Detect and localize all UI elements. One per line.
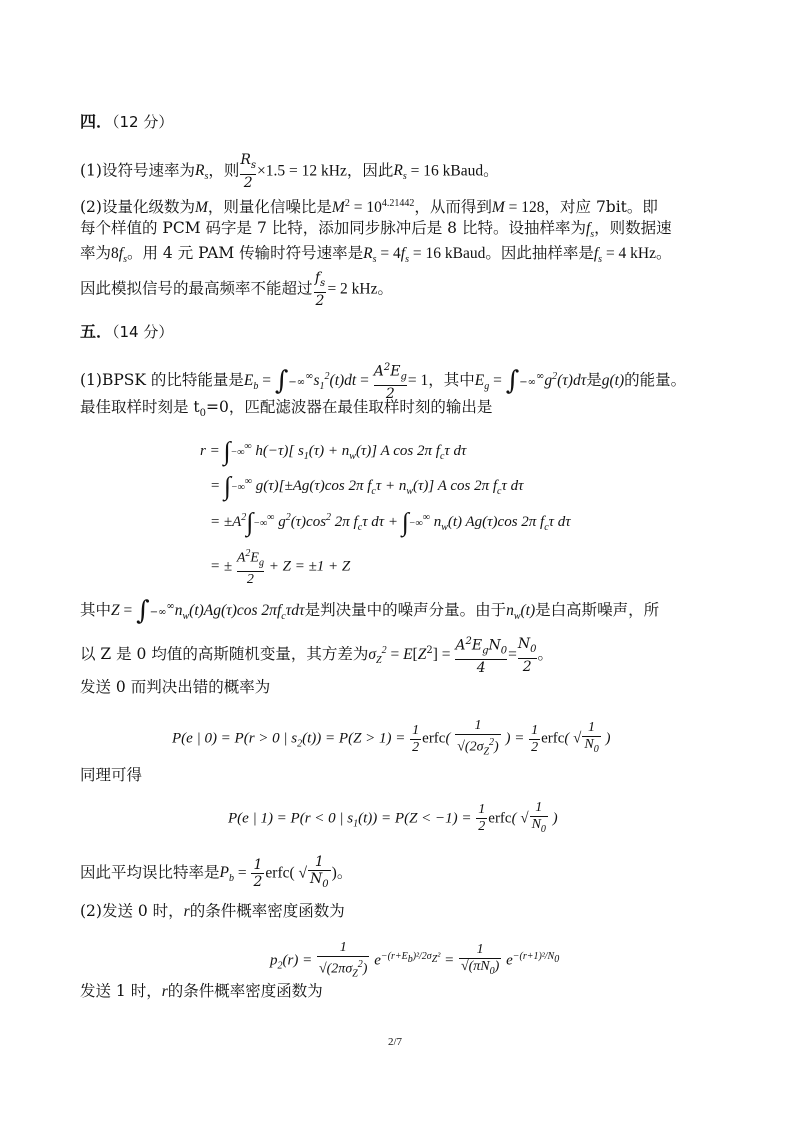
eq-r-line-1: r = ∫−∞∞ h(−τ)[ $s_1(\tau) + n_w(\tau)$] A cos 2π $f_c\tau$ dτ	[200, 436, 467, 466]
s4-para-2-line-1: (2)设量化级数为M，则量化信噪比是$M^2 = 10^{4.21442}$，从而得到M = 128，对应 7bit。即	[80, 198, 658, 217]
s5-same: 同理可得	[80, 766, 143, 784]
s5-avg-ber: 因此平均误比特率是$P_b$ = $\frac{1}{2}$ erfc( √ $\frac{1}{N_0}$ )。	[80, 854, 352, 893]
section-4-title: 四．	[80, 112, 113, 131]
s5-part-2: (2)发送 0 时，r的条件概率密度函数为	[80, 902, 345, 920]
section-5-points: （14 分）	[112, 323, 174, 341]
eq-r-line-2: = ∫−∞∞ g(τ)[±Ag(τ)cos 2π $f_c\tau + n_w(\tau)$] A cos 2π $f_c\tau$ dτ	[210, 471, 524, 501]
s4-para-1: (1)设符号速率为$R_s$，则 $\frac{R_s}{2}$ ×1.5 = 12 kHz，因此$R_s = 16$ kBaud。	[80, 152, 499, 191]
eq-r-line-3: = $\pm A^2\int-\infty^\infty$ $g^2(\tau)\cos^2$ 2π $f_c\tau$ dτ + ∫−∞∞ $n_w(t)$ Ag(τ)cos 2π $f_c\tau$ dτ	[210, 507, 571, 537]
section-4-heading	[80, 112, 173, 132]
eq-r-line-4: = ± $\frac{A^2E_g}{2}$ + Z = ±1 + Z	[210, 548, 351, 588]
s5-z-definition: 其中$Z = \int-\infty^\infty n_w(t)Ag(\tau)\cos$ $2\pi f_c\tau d\tau$是判决量中的噪声分量。由于$n_w(t)$是白高斯噪声，所	[80, 596, 660, 627]
s4-para-2-line-4: 因此模拟信号的最高频率不能超过 $\frac{f_s}{2}$ = 2 kHz。	[80, 270, 394, 309]
section-5-heading	[80, 322, 173, 342]
section-4-points: （12 分）	[112, 113, 174, 131]
s5-variance: 以 Z 是 0 均值的高斯随机变量，其方差为$\sigma_Z^2 = E[Z^2]$ = $A^2E_gN_0$ 4 = $\frac{N_0}{2}$ 。	[80, 635, 554, 677]
s4-para-2-line-2: 每个样值的 PCM 码字是 7 比特，添加同步脉冲后是 8 比特。设抽样率为$f_s$，则数据速	[80, 219, 672, 241]
eq-p-e0: P(e | 0) = P(r > 0 | $s_2(t)) = P(Z > 1)$ = $\frac{1}{2}$ erfc( $\frac{1}{√(2\sigma_Z^2)}$ ) = $\frac{1}{2}$ erfc( √ $\frac{1}{N_0}$ )	[172, 718, 610, 760]
s4-para-2-line-3: 率为$8f_s$。用 4 元 PAM 传输时符号速率是$R_s = 4f_s = 16$ kBaud。因此抽样率是$f_s = 4$ kHz。	[80, 244, 672, 266]
eq-pdf-p2: $p_2(r)$ = 1 $√(2\pi\sigma_Z^2)$ $e^{-(r+E_b)^2/2\sigma_Z^2}$ = $\frac{1}{√(\pi N_0)}$ $e^{-(r+1)^2/N_0}$	[270, 940, 559, 982]
page-number: 2/7	[388, 1036, 403, 1048]
section-5-title: 五．	[80, 322, 113, 341]
s5-err0-intro: 发送 0 而判决出错的概率为	[80, 678, 271, 696]
s5-para-1: (1)BPSK 的比特能量是$E_b = \int-\infty^\infty s_1^2(t)dt$ = $\frac{A^2E_g}{2}$ = 1，其中$E_g = \int-\infty^\infty g^2(\tau)d\tau$是g(t)的能量。	[80, 362, 687, 403]
s5-part-3: 发送 1 时，r的条件概率密度函数为	[80, 982, 323, 1000]
s5-line-2: 最佳取样时刻是 $t_0=0$，匹配滤波器在最佳取样时刻的输出是	[80, 398, 493, 420]
eq-p-e1: P(e | 1) = P(r < 0 | $s_1(t)) = P(Z < -1)$ = $\frac{1}{2}$ erfc( √ $\frac{1}{N_0}$ )	[228, 800, 558, 838]
